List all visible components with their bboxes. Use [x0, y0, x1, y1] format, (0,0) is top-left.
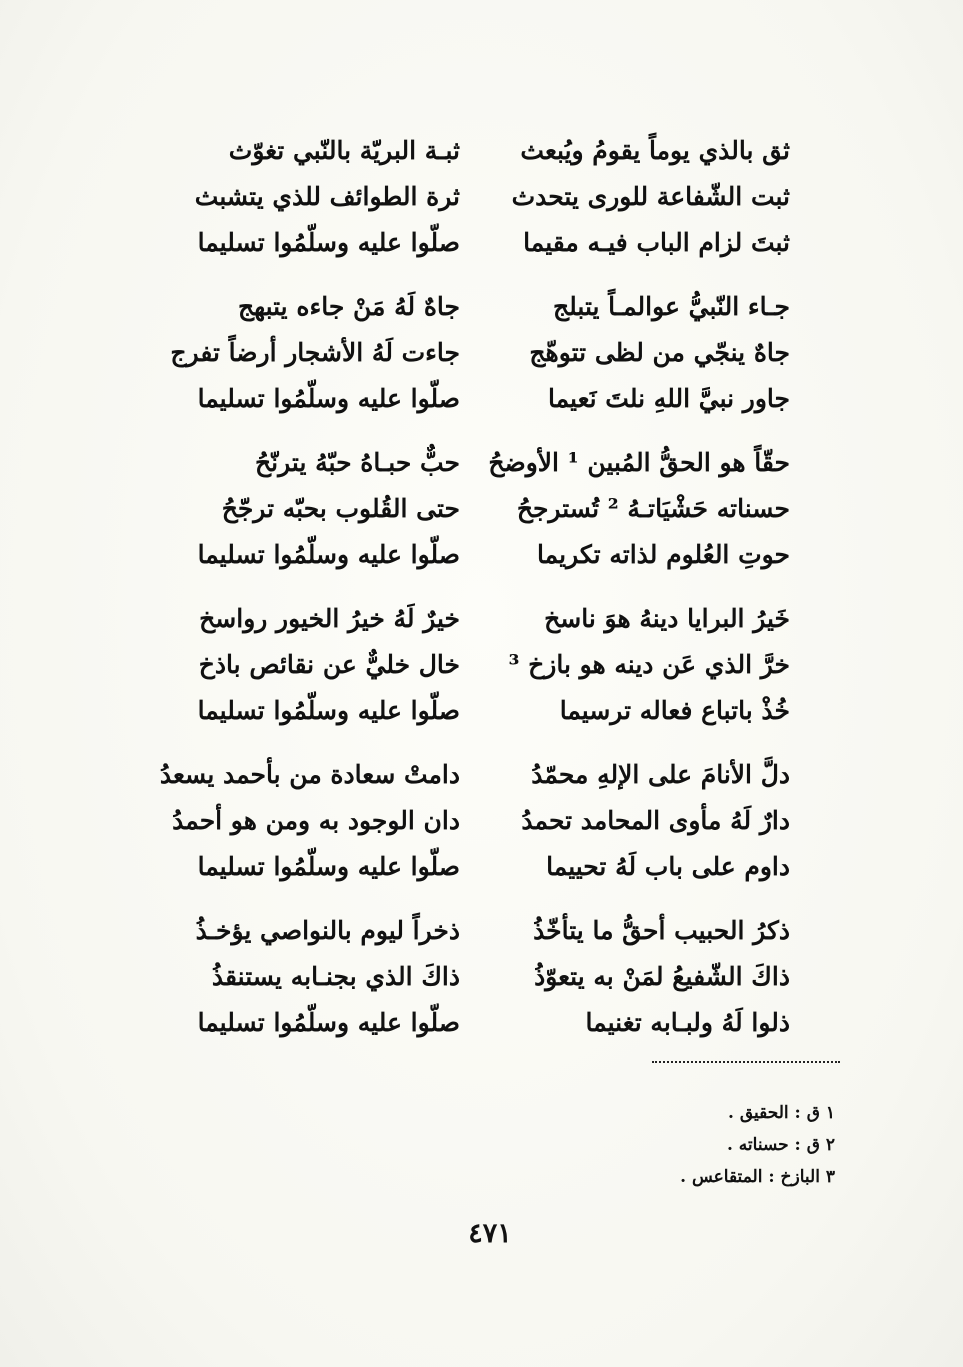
first-hemistich: جاور نبيَّ اللهِ نلتَ نَعيما [547, 384, 790, 413]
second-hemistich: ثرة الطوائف للذي يتشبث [194, 182, 460, 211]
second-hemistich: دامتْ سعادة من بأحمد يسعدُ [159, 760, 460, 789]
first-hemistich: ذكرُ الحبيب أحقُّ ما يتأخّذُ [533, 916, 790, 945]
verse-line [185, 174, 790, 220]
first-hemistich: جاهٌ ينجّي من لظى تتوهّج [529, 338, 790, 367]
first-hemistich: جـاء النّبيُّ عوالمـاً يتبلج [553, 292, 790, 321]
footnotes [560, 1097, 835, 1193]
verse-line [185, 220, 790, 266]
verse-line [159, 752, 790, 798]
second-hemistich: ذخراً ليوم بالنواصي يؤخـذُ [195, 916, 460, 945]
second-hemistich: خيرٌ لَهُ خيرُ الخيور رواسخ [199, 604, 460, 633]
refrain-hemistich: صلّوا عليه وسلّمُوا تسليما [197, 540, 460, 569]
verse-line [170, 330, 790, 376]
verse-line [185, 532, 790, 578]
first-hemistich: داوم على باب لَهُ تحييما [546, 852, 790, 881]
verse-line [185, 908, 790, 954]
footnote-2: ٢ ق : حسناته . [726, 1135, 835, 1155]
first-hemistich: خَيرُ البرايا دينهُ هوَ ناسخ [544, 604, 790, 633]
refrain-hemistich: صلّوا عليه وسلّمُوا تسليما [197, 852, 460, 881]
first-hemistich: حوتِ العُلوم لذاته تكريما [537, 540, 790, 569]
verse-line [172, 798, 790, 844]
verse-line [185, 376, 790, 422]
first-hemistich: حقّاً هو الحقُّ المُبين ¹ الأوضحُ [488, 448, 790, 477]
footnote-1: ١ ق : الحقيق . [728, 1103, 835, 1123]
second-hemistich: حتى القُلوب بحبّه ترجّحُ [221, 494, 460, 523]
poem [159, 128, 790, 1064]
stanza [185, 128, 790, 266]
footnote-3: ٣ البازخ : المتقاعس . [680, 1167, 835, 1187]
refrain-hemistich: صلّوا عليه وسلّمُوا تسليما [197, 228, 460, 257]
page-number: ٤٧١ [468, 1218, 512, 1249]
first-hemistich: ثبت الشّفاعة للورى يتحدث [511, 182, 790, 211]
stanza [185, 596, 790, 734]
second-hemistich: دان الوجود به ومن هو أحمدُ [172, 806, 460, 835]
first-hemistich: دارٌ لَهُ مأوى المحامد تحمدُ [521, 806, 790, 835]
first-hemistich: خُذْ باتباع فعاله ترسيما [559, 696, 790, 725]
verse-line [185, 954, 790, 1000]
verse-line [185, 440, 790, 486]
verse-line [185, 844, 790, 890]
verse-line [185, 1000, 790, 1046]
stanza [185, 908, 790, 1046]
verse-line [185, 688, 790, 734]
first-hemistich: دلَّ الأنامَ على الإلهِ محمّدُ [531, 760, 790, 789]
refrain-hemistich: صلّوا عليه وسلّمُوا تسليما [197, 1008, 460, 1037]
second-hemistich: جاهٌ لَهُ مَنْ جاءه يتبهج [237, 292, 460, 321]
stanza [185, 440, 790, 578]
first-hemistich: ثبتَ لزام الباب فيـه مقيما [523, 228, 790, 257]
second-hemistich: جاءت لَهُ الأشجار أرضاً تفرج [170, 338, 460, 367]
refrain-hemistich: صلّوا عليه وسلّمُوا تسليما [197, 696, 460, 725]
verse-line [185, 284, 790, 330]
footnote-divider [652, 1061, 840, 1063]
stanza [170, 284, 790, 422]
first-hemistich: حسناته حَشْيَاتـهُ ² تُسترجحُ [516, 494, 790, 523]
verse-line [185, 642, 790, 688]
second-hemistich: ذاكَ الذي بجنـابه يستنقذُ [211, 962, 460, 991]
second-hemistich: حبٌّ حبـاهُ حبّهُ يترنّحُ [255, 448, 460, 477]
first-hemistich: ثق بالذي يوماً يقومُ ويُبعث [520, 136, 790, 165]
first-hemistich: خرَّ الذي عَن دينه هو بازخ ³ [508, 650, 790, 679]
verse-line [185, 596, 790, 642]
refrain-hemistich: صلّوا عليه وسلّمُوا تسليما [197, 384, 460, 413]
first-hemistich: ذاكَ الشّفيعُ لمَنْ به يتعوّذُ [534, 962, 790, 991]
verse-line [185, 128, 790, 174]
verse-line [185, 486, 790, 532]
stanza [159, 752, 790, 890]
first-hemistich: ذلوا لَهُ ولبـابه تغنيما [585, 1008, 790, 1037]
second-hemistich: خال خليٌّ عن نقائص باذخ [198, 650, 460, 679]
second-hemistich: ثبـة البريّة بالنّبي تغوّث [228, 136, 460, 165]
